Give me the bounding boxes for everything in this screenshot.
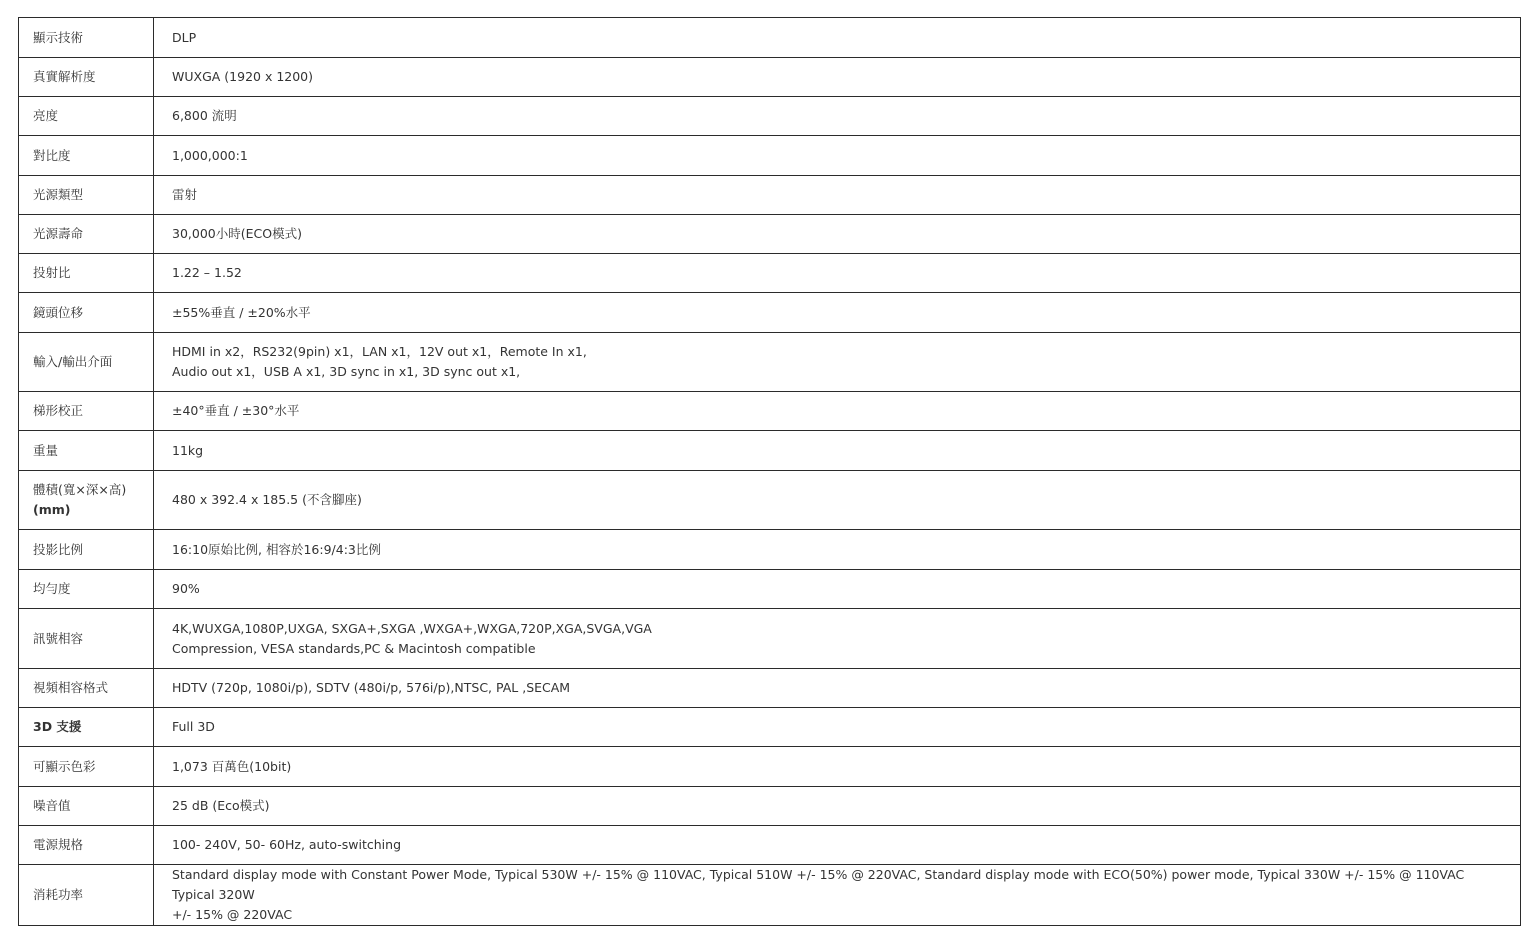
spec-label-line2: (mm) xyxy=(33,502,71,517)
spec-value: Standard display mode with Constant Power Mode, Typical 530W +/- 15% @ 110VAC, Typical 510W +/- 15% @ 220VAC, Standard display mode with ECO(50%) power mode, Typical 330W +/- 15% @ 110VAC Typical 320W +/- 15% @ 220VAC xyxy=(154,865,1521,926)
table-row xyxy=(19,669,1521,708)
table-row xyxy=(19,530,1521,570)
spec-label: 輸入/輸出介面 xyxy=(19,333,154,392)
spec-value: 4K,WUXGA,1080P,UXGA, SXGA+,SXGA ,WXGA+,WXGA,720P,XGA,SVGA,VGA Compression, VESA standards,PC & Macintosh compatible xyxy=(154,609,1521,669)
spec-value: 16:10原始比例, 相容於16:9/4:3比例 xyxy=(154,530,1521,570)
table-row xyxy=(19,176,1521,215)
spec-value: 1,073 百萬色(10bit) xyxy=(154,747,1521,787)
spec-label: 噪音值 xyxy=(19,787,154,826)
spec-value: DLP xyxy=(154,18,1521,58)
spec-label: 光源壽命 xyxy=(19,215,154,254)
table-row xyxy=(19,333,1521,392)
spec-value: 30,000小時(ECO模式) xyxy=(154,215,1521,254)
spec-label: 投射比 xyxy=(19,254,154,293)
spec-value: ±55%垂直 / ±20%水平 xyxy=(154,293,1521,333)
spec-value: 1,000,000:1 xyxy=(154,136,1521,176)
spec-table xyxy=(18,17,1521,926)
spec-value: HDTV (720p, 1080i/p), SDTV (480i/p, 576i/p),NTSC, PAL ,SECAM xyxy=(154,669,1521,708)
spec-value: 90% xyxy=(154,570,1521,609)
spec-label: 重量 xyxy=(19,431,154,471)
table-row xyxy=(19,97,1521,136)
table-row xyxy=(19,708,1521,747)
spec-label: 訊號相容 xyxy=(19,609,154,669)
table-row xyxy=(19,431,1521,471)
spec-label: 視頻相容格式 xyxy=(19,669,154,708)
spec-label: 光源類型 xyxy=(19,176,154,215)
table-row xyxy=(19,136,1521,176)
spec-value: 6,800 流明 xyxy=(154,97,1521,136)
table-row xyxy=(19,293,1521,333)
spec-label: 對比度 xyxy=(19,136,154,176)
spec-label: 投影比例 xyxy=(19,530,154,570)
spec-value: 1.22 – 1.52 xyxy=(154,254,1521,293)
table-row xyxy=(19,215,1521,254)
table-row xyxy=(19,747,1521,787)
table-row xyxy=(19,18,1521,58)
spec-label: 梯形校正 xyxy=(19,392,154,431)
spec-value: 480 x 392.4 x 185.5 (不含腳座) xyxy=(154,471,1521,530)
spec-label-line1: 體積(寬×深×高) xyxy=(33,482,127,497)
table-row xyxy=(19,865,1521,926)
table-row xyxy=(19,392,1521,431)
spec-label: 顯示技術 xyxy=(19,18,154,58)
spec-label: 電源規格 xyxy=(19,826,154,865)
spec-label: 鏡頭位移 xyxy=(19,293,154,333)
spec-value: ±40°垂直 / ±30°水平 xyxy=(154,392,1521,431)
spec-label: 亮度 xyxy=(19,97,154,136)
table-row xyxy=(19,609,1521,669)
table-row xyxy=(19,471,1521,530)
spec-label: 真實解析度 xyxy=(19,58,154,97)
spec-value: WUXGA (1920 x 1200) xyxy=(154,58,1521,97)
table-row xyxy=(19,826,1521,865)
table-row xyxy=(19,787,1521,826)
spec-value: HDMI in x2，RS232(9pin) x1，LAN x1，12V out x1，Remote In x1, Audio out x1，USB A x1, 3D sync in x1, 3D sync out x1, xyxy=(154,333,1521,392)
spec-label xyxy=(19,471,154,530)
table-row xyxy=(19,570,1521,609)
spec-value: 100- 240V, 50- 60Hz, auto-switching xyxy=(154,826,1521,865)
table-row xyxy=(19,254,1521,293)
table-row xyxy=(19,58,1521,97)
spec-value: 25 dB (Eco模式) xyxy=(154,787,1521,826)
spec-label: 均勻度 xyxy=(19,570,154,609)
spec-value: 11kg xyxy=(154,431,1521,471)
spec-value: 雷射 xyxy=(154,176,1521,215)
spec-label: 可顯示色彩 xyxy=(19,747,154,787)
spec-value: Full 3D xyxy=(154,708,1521,747)
spec-label: 消耗功率 xyxy=(19,865,154,926)
spec-label: 3D 支援 xyxy=(19,708,154,747)
